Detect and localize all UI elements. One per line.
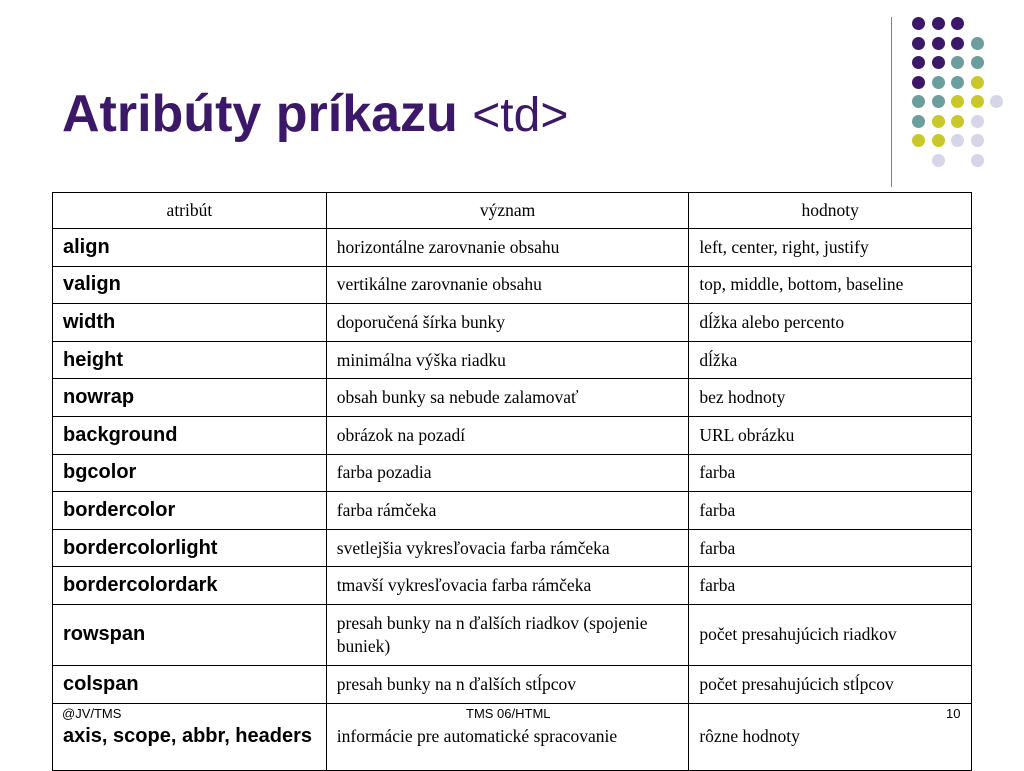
row-attribute: nowrap (53, 379, 327, 417)
table-row (53, 266, 972, 304)
decorative-dot (932, 95, 945, 108)
row-meaning: vertikálne zarovnanie obsahu (326, 266, 689, 304)
decorative-dot (990, 95, 1003, 108)
row-values: dĺžka (689, 341, 972, 379)
decorative-dot (932, 37, 945, 50)
header-values: hodnoty (689, 193, 972, 229)
footer-author: @JV/TMS (62, 706, 122, 721)
slide-title-tag: <td> (472, 89, 569, 142)
row-attribute: bgcolor (53, 454, 327, 492)
row-values: rôzne hodnoty (689, 703, 972, 770)
decorative-dot (951, 37, 964, 50)
table-row (53, 529, 972, 567)
row-attribute: background (53, 416, 327, 454)
row-attribute: width (53, 304, 327, 342)
row-meaning: svetlejšia vykresľovacia farba rámčeka (326, 529, 689, 567)
table-row (53, 567, 972, 605)
decorative-dot (912, 17, 925, 30)
row-attribute: axis, scope, abbr, headers (53, 703, 327, 770)
attributes-table (52, 192, 972, 771)
footer-course: TMS 06/HTML (466, 706, 551, 721)
table-row (53, 379, 972, 417)
footer-page-number: 10 (946, 706, 961, 721)
row-values: farba (689, 529, 972, 567)
row-attribute: bordercolor (53, 492, 327, 530)
row-values: URL obrázku (689, 416, 972, 454)
row-attribute: height (53, 341, 327, 379)
table-row (53, 492, 972, 530)
decorative-dot (912, 76, 925, 89)
row-values: farba (689, 492, 972, 530)
decorative-dot (932, 76, 945, 89)
header-meaning: význam (326, 193, 689, 229)
table-row (53, 665, 972, 703)
decorative-dot (951, 56, 964, 69)
table-row (53, 454, 972, 492)
row-meaning: farba rámčeka (326, 492, 689, 530)
decorative-dot (971, 154, 984, 167)
decorative-dot (932, 17, 945, 30)
decorative-dot (912, 134, 925, 147)
row-values: left, center, right, justify (689, 229, 972, 267)
decorative-dot (971, 134, 984, 147)
row-values: bez hodnoty (689, 379, 972, 417)
row-attribute: align (53, 229, 327, 267)
decorative-dot (971, 76, 984, 89)
row-meaning: minimálna výška riadku (326, 341, 689, 379)
decorative-dot (951, 95, 964, 108)
row-meaning: doporučená šírka bunky (326, 304, 689, 342)
slide-title (62, 85, 569, 143)
decorative-dot (971, 37, 984, 50)
decorative-dot (912, 115, 925, 128)
decorative-dot (971, 95, 984, 108)
row-meaning: tmavší vykresľovacia farba rámčeka (326, 567, 689, 605)
decorative-dot (951, 76, 964, 89)
row-meaning: horizontálne zarovnanie obsahu (326, 229, 689, 267)
decorative-dot (932, 134, 945, 147)
header-attribute: atribút (53, 193, 327, 229)
row-attribute: bordercolorlight (53, 529, 327, 567)
row-attribute: colspan (53, 665, 327, 703)
table-row (53, 416, 972, 454)
row-meaning: presah bunky na n ďalších riadkov (spojenie buniek) (326, 604, 689, 665)
row-meaning: obsah bunky sa nebude zalamovať (326, 379, 689, 417)
slide-title-text: Atribúty príkazu (62, 85, 473, 143)
row-values: dĺžka alebo percento (689, 304, 972, 342)
decorative-dot (971, 115, 984, 128)
row-values: farba (689, 454, 972, 492)
row-meaning: informácie pre automatické spracovanie (326, 703, 689, 770)
table-row (53, 604, 972, 665)
table-row (53, 229, 972, 267)
row-meaning: presah bunky na n ďalších stĺpcov (326, 665, 689, 703)
row-attribute: bordercolordark (53, 567, 327, 605)
decorative-dot (932, 154, 945, 167)
decorative-dot (951, 115, 964, 128)
decorative-dot (912, 95, 925, 108)
decorative-dot (951, 134, 964, 147)
decorative-dot (932, 56, 945, 69)
divider-line (891, 17, 892, 187)
row-values: počet presahujúcich stĺpcov (689, 665, 972, 703)
row-values: farba (689, 567, 972, 605)
decorative-dot (932, 115, 945, 128)
table-header-row (53, 193, 972, 229)
row-meaning: farba pozadia (326, 454, 689, 492)
decorative-dot (912, 37, 925, 50)
row-values: počet presahujúcich riadkov (689, 604, 972, 665)
decorative-dot (912, 56, 925, 69)
table-row (53, 304, 972, 342)
row-attribute: rowspan (53, 604, 327, 665)
decorative-dot (971, 56, 984, 69)
row-meaning: obrázok na pozadí (326, 416, 689, 454)
decorative-dot (951, 17, 964, 30)
row-values: top, middle, bottom, baseline (689, 266, 972, 304)
table-row (53, 341, 972, 379)
row-attribute: valign (53, 266, 327, 304)
